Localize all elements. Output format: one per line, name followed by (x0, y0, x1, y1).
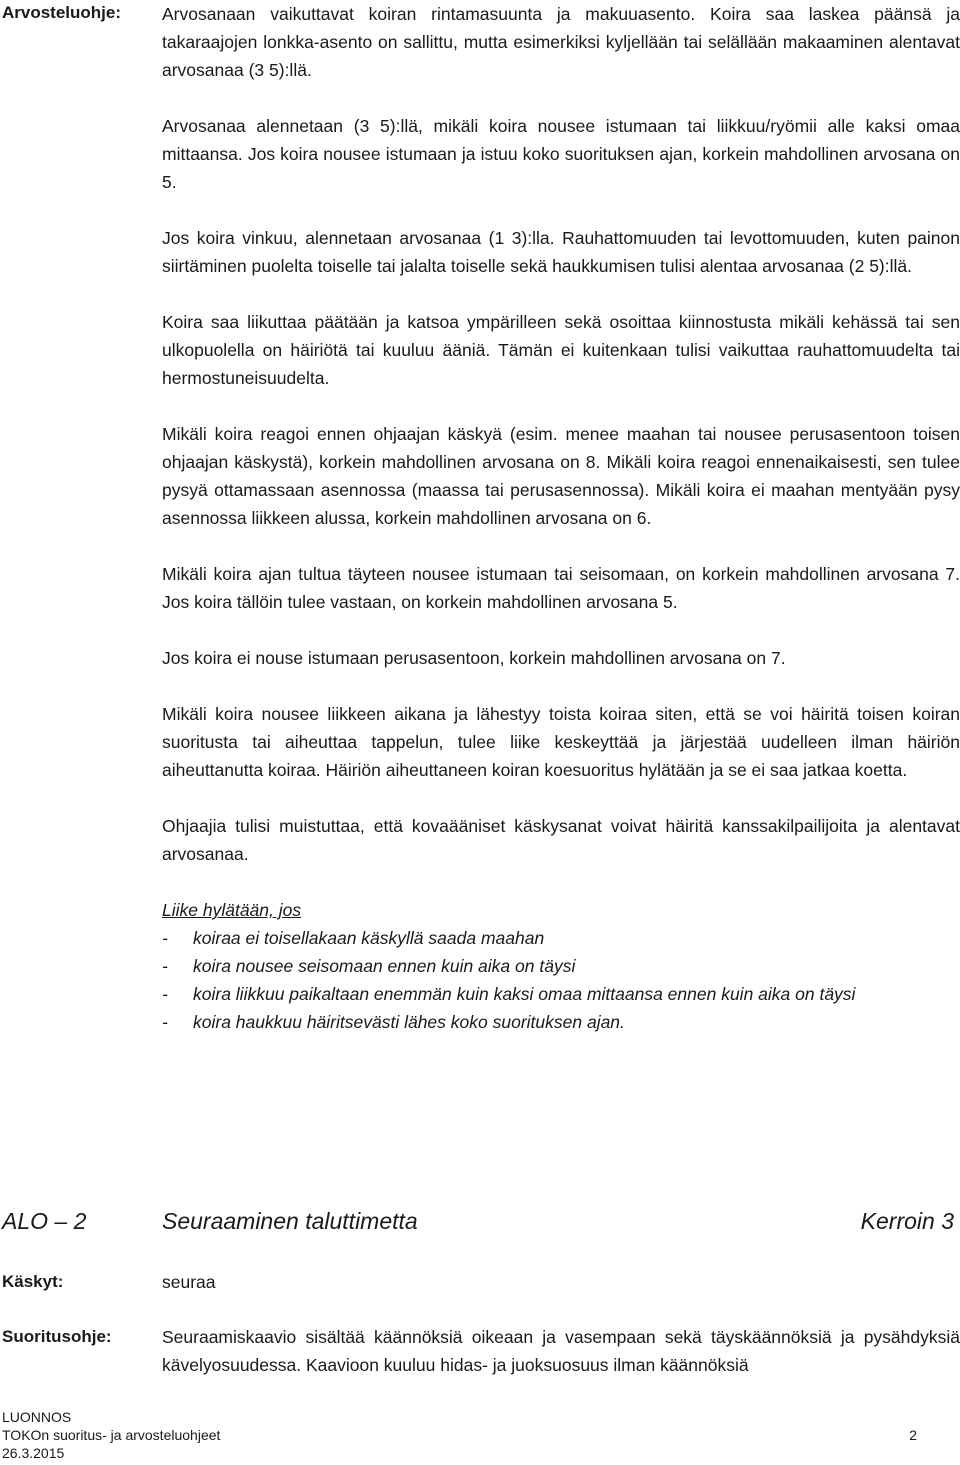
paragraph-3: Jos koira vinkuu, alennetaan arvosanaa (1 3):lla. Rauhattomuuden tai levottomuuden, kuten painon siirtäminen puolelta toiselle tai jalalta toiselle sekä haukkumisen tulisi alentaa arvosanaa (2 5):llä. (162, 228, 960, 276)
footer-doc-title: TOKOn suoritus- ja arvosteluohjeet (2, 1427, 221, 1443)
section-heading (0, 1208, 960, 1242)
exercise-title: Seuraaminen taluttimetta (162, 1208, 418, 1234)
instructions-text: Seuraamiskaavio sisältää käännöksiä oikeaan ja vasempaan sekä täyskäännöksiä ja pysähdyksiä kävelyosuudessa. Kaavioon kuuluu hidas- ja juoksuosuus ilman käännöksiä (162, 1327, 960, 1375)
instructions-block (162, 1323, 960, 1379)
footer-draft: LUONNOS (2, 1409, 72, 1425)
exercise-coefficient: Kerroin 3 (860, 1208, 954, 1234)
list-dash: - (162, 984, 168, 1004)
evaluation-text (162, 0, 960, 1036)
list-item-text: koira haukkuu häiritsevästi lähes koko suorituksen ajan. (193, 1012, 625, 1032)
commands-value: seuraa (162, 1272, 216, 1292)
paragraph-9: Ohjaajia tulisi muistuttaa, että kovaääniset käskysanat voivat häiritä kanssakilpailijoita ja alentavat arvosanaa. (162, 816, 960, 864)
list-item (162, 980, 960, 1008)
list-item-text: koiraa ei toisellakaan käskyllä saada maahan (193, 928, 545, 948)
paragraph-1: Arvosanaan vaikuttavat koiran rintamasuunta ja makuuasento. Koira saa laskea päänsä ja takaraajojen lonkka-asento on sallittu, mutta esimerkiksi kyljellään tai selällään makaaminen alentavat arvosanaa (3 5):llä. (162, 4, 960, 80)
list-dash: - (162, 1012, 168, 1032)
paragraph-5: Mikäli koira reagoi ennen ohjaajan käskyä (esim. menee maahan tai nousee perusasentoon toisen ohjaajan käskystä), korkein mahdollinen arvosana on 8. Mikäli koira reagoi ennenaikaisesti, sen tulee pysyä ottamassaan asennossa (maassa tai perusasennossa). Mikäli koira ei maahan mentyään pysy asennossa liikkeen alussa, korkein mahdollinen arvosana on 6. (162, 424, 960, 528)
paragraph-8: Mikäli koira nousee liikkeen aikana ja lähestyy toista koiraa siten, että se voi häiritä toisen koiran suoritusta tai aiheuttaa tappelun, tulee liike keskeyttää ja järjestää uudelleen ilman häiriön aiheuttanutta koiraa. Häiriön aiheuttaneen koiran koesuoritus hylätään ja se ei saa jatkaa koetta. (162, 704, 960, 780)
list-dash: - (162, 928, 168, 948)
disqualify-intro: Liike hylätään, jos (162, 900, 302, 920)
footer-date: 26.3.2015 (2, 1445, 65, 1461)
paragraph-7: Jos koira ei nouse istumaan perusasentoon, korkein mahdollinen arvosana on 7. (162, 648, 786, 668)
list-dash: - (162, 956, 168, 976)
paragraph-2: Arvosanaa alennetaan (3 5):llä, mikäli koira nousee istumaan tai liikkuu/ryömii alle kaksi omaa mittaansa. Jos koira nousee istumaan ja istuu koko suorituksen ajan, korkein mahdollinen arvosana on 5. (162, 116, 960, 192)
evaluation-label: Arvosteluohje: (2, 3, 122, 22)
list-item (162, 952, 960, 980)
list-item (162, 1008, 960, 1036)
paragraph-6: Mikäli koira ajan tultua täyteen nousee istumaan tai seisomaan, on korkein mahdollinen arvosana 7. Jos koira tällöin tulee vastaan, on korkein mahdollinen arvosana 5. (162, 564, 960, 612)
paragraph-4: Koira saa liikuttaa päätään ja katsoa ympärilleen sekä osoittaa kiinnostusta mikäli kehässä tai sen ulkopuolella on häiriötä tai kuuluu ääniä. Tämän ei kuitenkaan tulisi vaikuttaa rauhattomuudelta tai hermostuneisuudelta. (162, 312, 960, 388)
page-number: 2 (909, 1427, 917, 1443)
page-footer (2, 1408, 957, 1462)
list-item-text: koira liikkuu paikaltaan enemmän kuin kaksi omaa mittaansa ennen kuin aika on täysi (193, 984, 856, 1004)
disqualify-block (162, 896, 960, 1036)
instructions-label: Suoritusohje: (2, 1327, 112, 1346)
list-item (162, 924, 960, 952)
commands-label: Käskyt: (2, 1272, 64, 1291)
exercise-code: ALO – 2 (2, 1208, 87, 1234)
list-item-text: koira nousee seisomaan ennen kuin aika on täysi (193, 956, 576, 976)
